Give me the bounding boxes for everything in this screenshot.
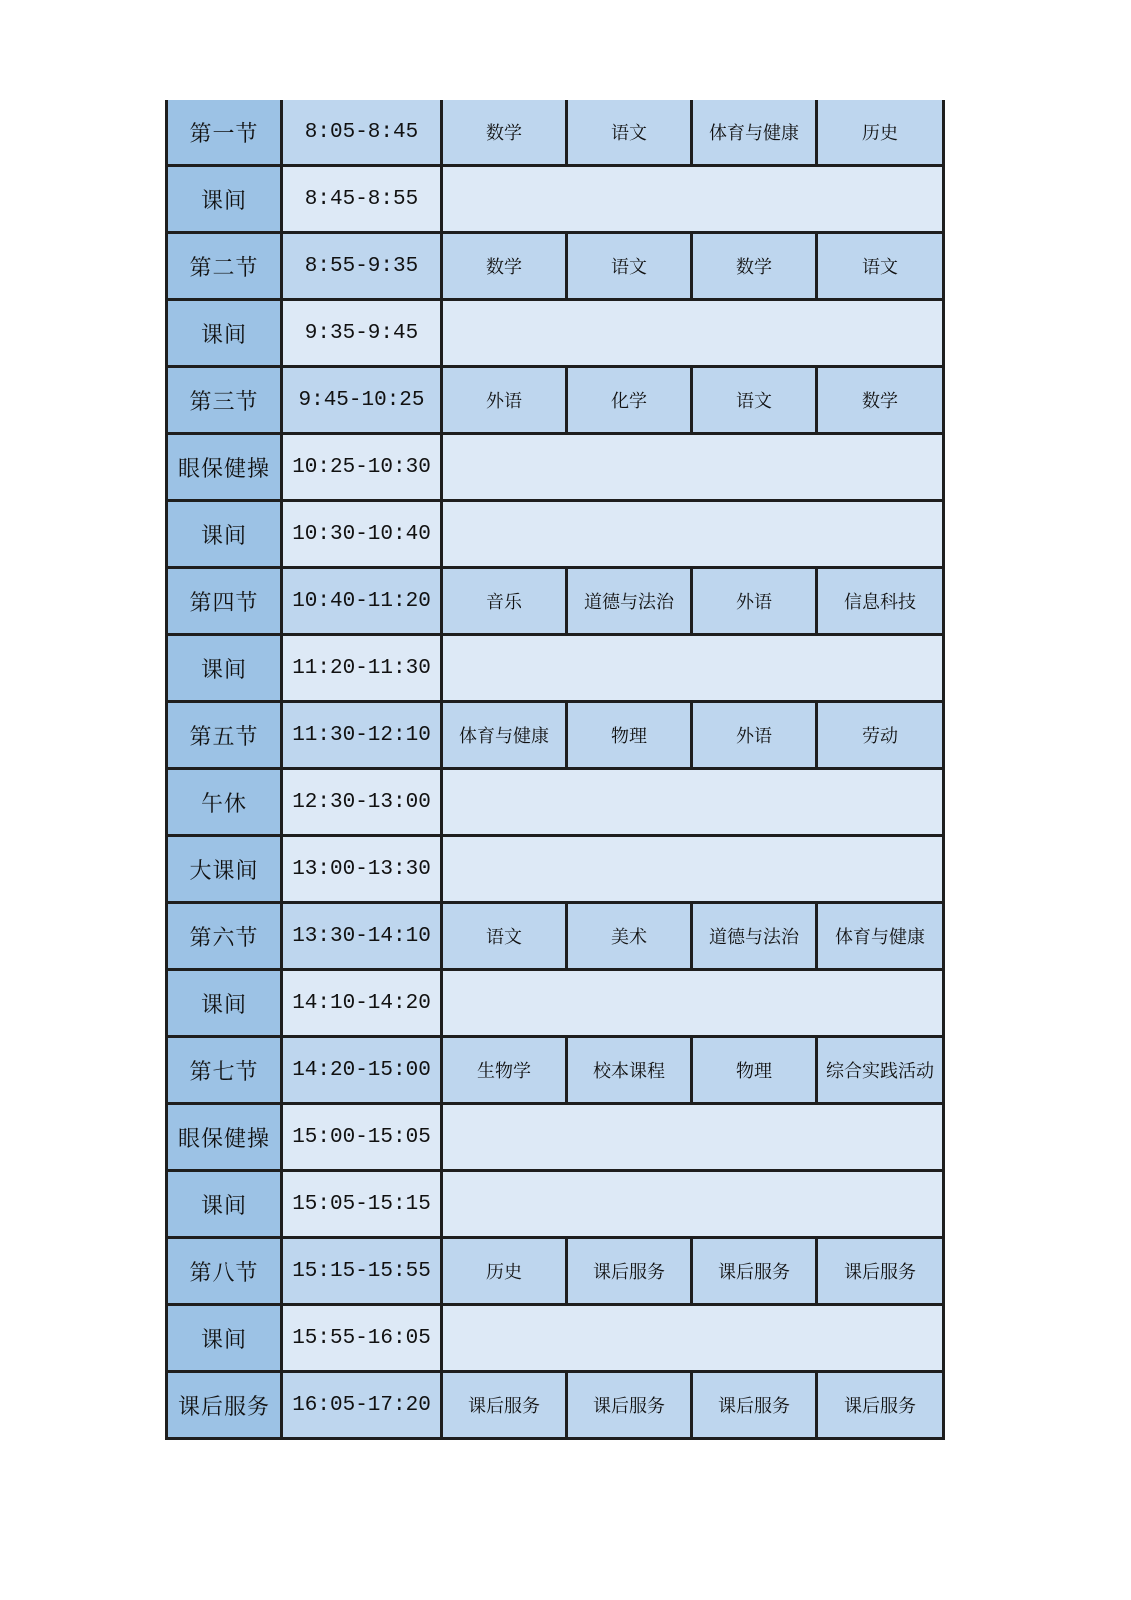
time-cell: 14:10-14:20 xyxy=(282,970,442,1037)
period-cell: 课间 xyxy=(167,1171,282,1238)
subject-cell: 课后服务 xyxy=(817,1372,944,1439)
break-span-cell xyxy=(442,300,944,367)
subject-cell: 劳动 xyxy=(817,702,944,769)
break-row xyxy=(167,836,944,903)
time-cell: 15:15-15:55 xyxy=(282,1238,442,1305)
time-cell: 10:40-11:20 xyxy=(282,568,442,635)
break-row xyxy=(167,166,944,233)
subject-cell: 音乐 xyxy=(442,568,567,635)
subject-cell: 体育与健康 xyxy=(817,903,944,970)
time-cell: 15:05-15:15 xyxy=(282,1171,442,1238)
subject-cell: 外语 xyxy=(692,702,817,769)
subject-cell: 外语 xyxy=(442,367,567,434)
subject-cell: 道德与法治 xyxy=(567,568,692,635)
break-row xyxy=(167,300,944,367)
period-cell: 午休 xyxy=(167,769,282,836)
subject-cell: 数学 xyxy=(442,100,567,166)
time-cell: 12:30-13:00 xyxy=(282,769,442,836)
subject-cell: 体育与健康 xyxy=(442,702,567,769)
subject-cell: 语文 xyxy=(692,367,817,434)
break-span-cell xyxy=(442,1171,944,1238)
subject-cell: 生物学 xyxy=(442,1037,567,1104)
time-cell: 15:00-15:05 xyxy=(282,1104,442,1171)
subject-cell: 课后服务 xyxy=(692,1372,817,1439)
break-row xyxy=(167,1305,944,1372)
subject-cell: 课后服务 xyxy=(817,1238,944,1305)
time-cell: 9:45-10:25 xyxy=(282,367,442,434)
break-span-cell xyxy=(442,1305,944,1372)
period-cell: 大课间 xyxy=(167,836,282,903)
time-cell: 11:30-12:10 xyxy=(282,702,442,769)
time-cell: 8:45-8:55 xyxy=(282,166,442,233)
period-cell: 课间 xyxy=(167,1305,282,1372)
subject-cell: 数学 xyxy=(442,233,567,300)
subject-cell: 化学 xyxy=(567,367,692,434)
break-span-cell xyxy=(442,769,944,836)
time-cell: 8:05-8:45 xyxy=(282,100,442,166)
break-row xyxy=(167,434,944,501)
break-span-cell xyxy=(442,166,944,233)
break-row xyxy=(167,970,944,1037)
break-span-cell xyxy=(442,635,944,702)
class-row xyxy=(167,100,944,166)
subject-cell: 美术 xyxy=(567,903,692,970)
period-cell: 课间 xyxy=(167,970,282,1037)
subject-cell: 语文 xyxy=(817,233,944,300)
timetable xyxy=(165,100,945,1440)
subject-cell: 课后服务 xyxy=(442,1372,567,1439)
time-cell: 15:55-16:05 xyxy=(282,1305,442,1372)
class-row xyxy=(167,1372,944,1439)
time-cell: 10:30-10:40 xyxy=(282,501,442,568)
subject-cell: 校本课程 xyxy=(567,1037,692,1104)
period-cell: 第二节 xyxy=(167,233,282,300)
subject-cell: 综合实践活动 xyxy=(817,1037,944,1104)
time-cell: 13:00-13:30 xyxy=(282,836,442,903)
period-cell: 第六节 xyxy=(167,903,282,970)
break-span-cell xyxy=(442,501,944,568)
time-cell: 8:55-9:35 xyxy=(282,233,442,300)
subject-cell: 语文 xyxy=(567,100,692,166)
period-cell: 第五节 xyxy=(167,702,282,769)
subject-cell: 物理 xyxy=(692,1037,817,1104)
time-cell: 11:20-11:30 xyxy=(282,635,442,702)
period-cell: 第一节 xyxy=(167,100,282,166)
class-row xyxy=(167,568,944,635)
timetable-body xyxy=(167,100,944,1439)
subject-cell: 数学 xyxy=(692,233,817,300)
subject-cell: 物理 xyxy=(567,702,692,769)
period-cell: 课间 xyxy=(167,166,282,233)
subject-cell: 外语 xyxy=(692,568,817,635)
break-span-cell xyxy=(442,1104,944,1171)
break-span-cell xyxy=(442,434,944,501)
break-span-cell xyxy=(442,836,944,903)
class-row xyxy=(167,367,944,434)
time-cell: 9:35-9:45 xyxy=(282,300,442,367)
subject-cell: 课后服务 xyxy=(692,1238,817,1305)
subject-cell: 道德与法治 xyxy=(692,903,817,970)
time-cell: 13:30-14:10 xyxy=(282,903,442,970)
subject-cell: 课后服务 xyxy=(567,1238,692,1305)
class-row xyxy=(167,233,944,300)
time-cell: 14:20-15:00 xyxy=(282,1037,442,1104)
period-cell: 课间 xyxy=(167,300,282,367)
period-cell: 眼保健操 xyxy=(167,434,282,501)
class-row xyxy=(167,702,944,769)
subject-cell: 信息科技 xyxy=(817,568,944,635)
subject-cell: 语文 xyxy=(442,903,567,970)
subject-cell: 历史 xyxy=(817,100,944,166)
period-cell: 眼保健操 xyxy=(167,1104,282,1171)
class-row xyxy=(167,1238,944,1305)
time-cell: 16:05-17:20 xyxy=(282,1372,442,1439)
break-row xyxy=(167,635,944,702)
break-row xyxy=(167,1104,944,1171)
subject-cell: 数学 xyxy=(817,367,944,434)
period-cell: 课间 xyxy=(167,501,282,568)
subject-cell: 历史 xyxy=(442,1238,567,1305)
break-span-cell xyxy=(442,970,944,1037)
period-cell: 第三节 xyxy=(167,367,282,434)
period-cell: 第八节 xyxy=(167,1238,282,1305)
subject-cell: 语文 xyxy=(567,233,692,300)
class-row xyxy=(167,1037,944,1104)
time-cell: 10:25-10:30 xyxy=(282,434,442,501)
break-row xyxy=(167,501,944,568)
break-row xyxy=(167,769,944,836)
period-cell: 课后服务 xyxy=(167,1372,282,1439)
subject-cell: 课后服务 xyxy=(567,1372,692,1439)
period-cell: 课间 xyxy=(167,635,282,702)
period-cell: 第七节 xyxy=(167,1037,282,1104)
period-cell: 第四节 xyxy=(167,568,282,635)
class-row xyxy=(167,903,944,970)
break-row xyxy=(167,1171,944,1238)
subject-cell: 体育与健康 xyxy=(692,100,817,166)
